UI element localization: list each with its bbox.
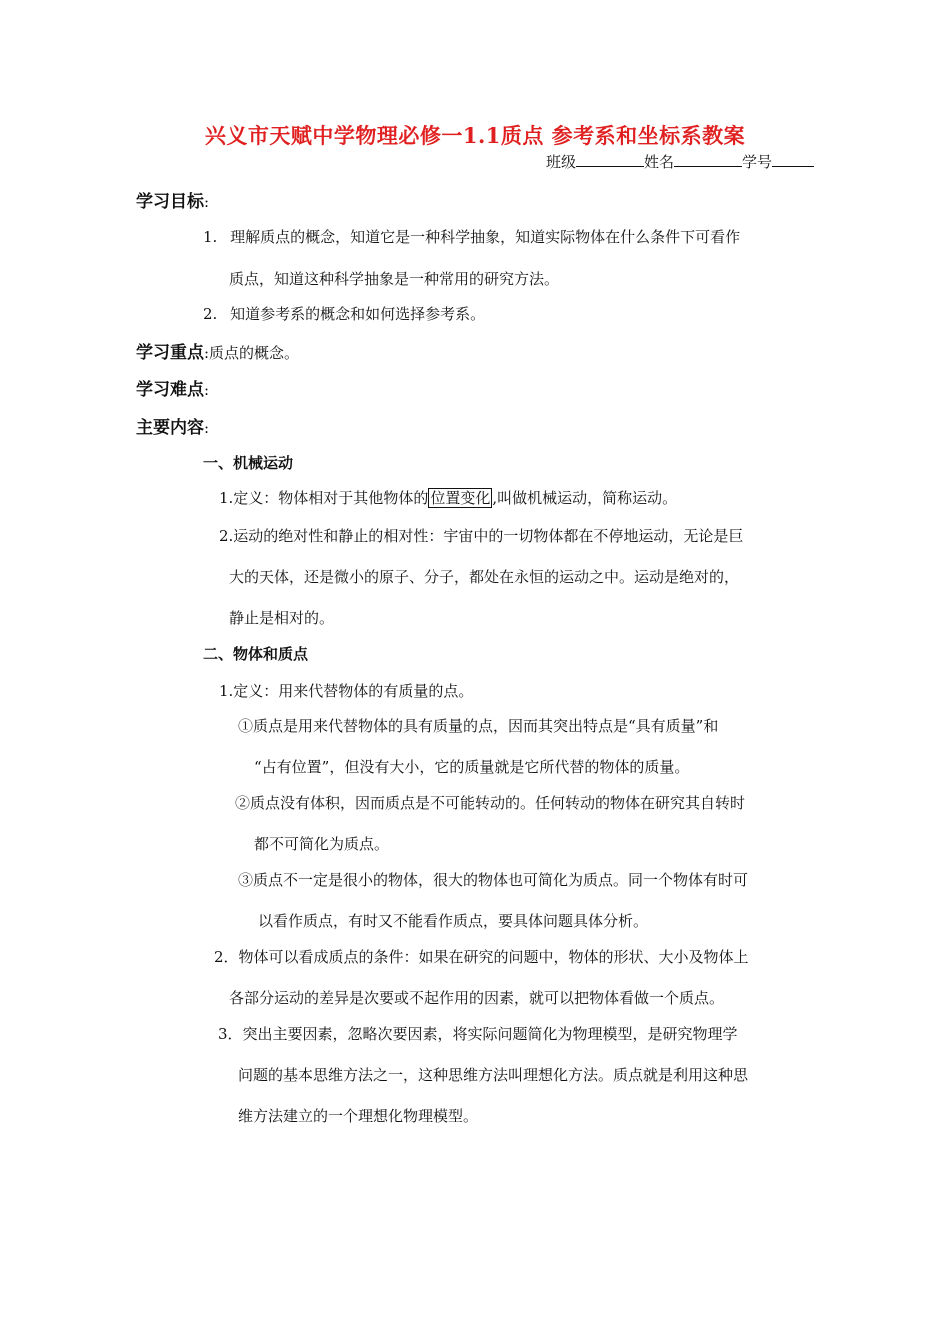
section-1-title: 一、机械运动: [203, 454, 294, 472]
section-2-p2-line-1: 2．物体可以看成质点的条件：如果在研究的问题中，物体的形状、大小及物体上: [214, 948, 749, 966]
key-point-line: [136, 338, 299, 363]
goal-item-1: [203, 226, 740, 247]
goal-item-2-number: 2.: [203, 305, 218, 323]
key-point-heading: 学习重点: [136, 343, 204, 363]
section-2-title: 二、物体和质点: [203, 645, 309, 663]
section-2-p2-line-2: 各部分运动的差异是次要或不起作用的因素，就可以把物体看做一个质点。: [229, 989, 725, 1007]
content-text: :: [204, 419, 210, 437]
document-title: 兴义市天赋中学物理必修一1.1质点 参考系和坐标系教案: [204, 123, 746, 148]
boxed-term: 位置变化: [430, 489, 491, 507]
section-1-p2-line-3: 静止是相对的。: [229, 609, 335, 627]
name-label: 姓名: [643, 153, 674, 171]
number-blank[interactable]: [772, 152, 814, 167]
section-2-p3-line-2: 问题的基本思维方法之一，这种思维方法叫理想化方法。质点就是利用这种思: [238, 1066, 749, 1084]
difficulty-text: :: [204, 381, 210, 399]
goal-item-2-line-1: 知道参考系的概念和如何选择参考系。: [230, 305, 486, 323]
difficulty-heading: 学习难点: [136, 380, 204, 400]
goals-heading: 学习目标: [136, 192, 204, 212]
section-2-note-1-line-1: ①质点是用来代替物体的具有质量的点，因而其突出特点是“具有质量”和: [238, 717, 719, 735]
section-1-p2-line-2: 大的天体，还是微小的原子、分子，都处在永恒的运动之中。运动是绝对的，: [229, 568, 740, 586]
section-2-note-3-line-1: ③质点不一定是很小的物体，很大的物体也可简化为质点。同一个物体有时可: [238, 871, 749, 889]
goals-heading-line: [136, 187, 209, 212]
difficulty-line: [136, 375, 209, 400]
class-label: 班级: [545, 153, 576, 171]
section-2-p3-line-3: 维方法建立的一个理想化物理模型。: [238, 1107, 479, 1125]
section-2-note-1-line-2: “占有位置”，但没有大小，它的质量就是它所代替的物体的质量。: [254, 758, 690, 776]
goal-item-1-number: 1.: [203, 228, 218, 246]
key-point-text: :质点的概念。: [204, 344, 300, 362]
goals-colon: :: [204, 193, 210, 211]
section-1-definition-suffix: ,叫做机械运动，简称运动。: [492, 489, 678, 507]
name-blank[interactable]: [674, 152, 742, 167]
section-1-p2-line-1: 2.运动的绝对性和静止的相对性：宇宙中的一切物体都在不停地运动，无论是巨: [219, 527, 744, 545]
section-2-note-2-line-2: 都不可简化为质点。: [254, 835, 390, 853]
goal-item-1-line-1: 理解质点的概念，知道它是一种科学抽象，知道实际物体在什么条件下可看作: [230, 228, 741, 246]
section-2-definition: 1.定义：用来代替物体的有质量的点。: [219, 682, 474, 700]
section-2-p3-line-1: 3．突出主要因素，忽略次要因素，将实际问题简化为物理模型，是研究物理学: [218, 1025, 738, 1043]
content-line: [136, 413, 209, 438]
section-1-definition-prefix: 1.定义：物体相对于其他物体的: [219, 489, 429, 507]
goal-item-2: [203, 303, 485, 324]
content-heading: 主要内容: [136, 418, 204, 438]
class-blank[interactable]: [576, 152, 644, 167]
section-2-note-3-line-2: 以看作质点，有时又不能看作质点，要具体问题具体分析。: [258, 912, 649, 930]
section-1-definition: [219, 487, 677, 508]
section-2-note-2-line-1: ②质点没有体积，因而质点是不可能转动的。任何转动的物体在研究其自转时: [235, 794, 746, 812]
number-label: 学号: [741, 153, 772, 171]
student-info-line: [546, 151, 814, 172]
goal-item-1-line-2: 质点，知道这种科学抽象是一种常用的研究方法。: [229, 270, 560, 288]
